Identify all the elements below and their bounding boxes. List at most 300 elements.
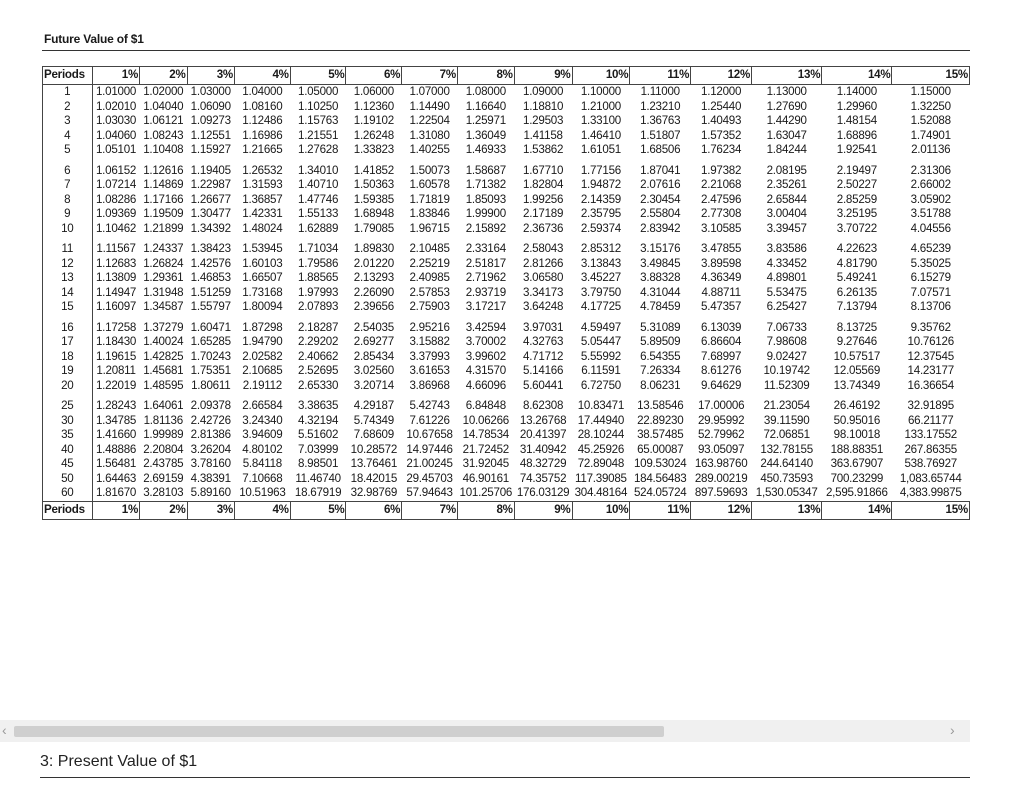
value-cell: 1.26824 xyxy=(143,256,184,270)
value-cell: 1.63047 xyxy=(766,128,807,142)
value-cell: 1.17166 xyxy=(143,192,184,206)
value-cell: 2.59374 xyxy=(580,221,621,235)
table-row xyxy=(43,158,970,179)
value-cell: 1.99989 xyxy=(143,428,184,441)
table-body xyxy=(43,85,970,502)
value-cell: 1.87298 xyxy=(242,320,283,334)
period-cell: 9 xyxy=(43,207,93,222)
value-cell: 14.23177 xyxy=(907,364,954,377)
value-cell: 1.80094 xyxy=(242,300,283,313)
bottom-rate-header: 5% xyxy=(290,501,346,519)
value-cell: 10.51963 xyxy=(239,486,286,499)
value-cell: 2.93719 xyxy=(465,285,506,299)
value-cell: 1.42576 xyxy=(190,256,231,270)
value-cell: 1.20811 xyxy=(96,364,136,377)
value-cell: 1.34785 xyxy=(95,413,137,427)
value-cell: 18.67919 xyxy=(294,486,342,499)
value-cell: 2.58043 xyxy=(523,242,564,255)
value-cell: 3.05902 xyxy=(910,192,951,206)
value-cell: 1.73168 xyxy=(242,285,283,299)
value-cell: 1.06152 xyxy=(95,163,137,177)
value-cell: 3.20714 xyxy=(353,378,394,392)
value-cell: 11.46740 xyxy=(295,471,341,485)
value-cell: 1.81670 xyxy=(95,486,137,499)
value-cell: 2.15892 xyxy=(465,221,506,235)
value-cell: 1.13809 xyxy=(95,271,137,284)
value-cell: 10.19742 xyxy=(763,364,810,377)
value-cell: 1.21665 xyxy=(242,143,283,156)
value-cell: 1.14869 xyxy=(143,178,184,191)
top-rate-header: 4% xyxy=(235,67,291,85)
value-cell: 1.29503 xyxy=(523,114,564,127)
value-cell: 1.46933 xyxy=(465,143,506,156)
value-cell: 5.60441 xyxy=(523,378,564,392)
table-row xyxy=(43,236,970,257)
value-cell: 74.35752 xyxy=(519,471,567,485)
top-rate-header: 6% xyxy=(346,67,402,85)
value-cell: 4.33452 xyxy=(766,256,807,270)
table-row xyxy=(43,271,970,286)
value-cell: 1.18810 xyxy=(523,99,564,113)
value-cell: 2.75903 xyxy=(409,300,450,313)
value-cell: 1.61051 xyxy=(580,143,621,156)
value-cell: 66.21177 xyxy=(907,413,954,427)
value-cell: 8.61276 xyxy=(701,364,742,377)
value-cell: 3.15176 xyxy=(640,242,681,255)
value-cell: 1.46410 xyxy=(580,128,621,142)
bottom-rate-header: 1% xyxy=(92,501,139,519)
period-cell: 45 xyxy=(43,457,93,472)
value-cell: 5.42743 xyxy=(409,399,450,412)
bottom-rate-header: 2% xyxy=(140,501,187,519)
value-cell: 524.05724 xyxy=(633,486,687,499)
value-cell: 2.50227 xyxy=(836,178,877,191)
value-cell: 1.71819 xyxy=(409,192,450,206)
value-cell: 244.64140 xyxy=(760,457,813,470)
value-cell: 1.74901 xyxy=(910,128,951,142)
value-cell: 57.94643 xyxy=(406,486,453,499)
value-cell: 1.45681 xyxy=(143,364,184,377)
period-cell: 5 xyxy=(43,143,93,158)
value-cell: 1.18430 xyxy=(95,335,137,348)
value-cell: 1.22987 xyxy=(190,178,231,191)
value-cell: 32.98769 xyxy=(350,486,398,499)
value-cell: 1.34587 xyxy=(143,300,184,313)
table-row xyxy=(43,364,970,379)
top-rate-header: 1% xyxy=(92,67,139,85)
value-cell: 7.98608 xyxy=(766,335,807,348)
value-cell: 1.85093 xyxy=(465,192,506,206)
value-cell: 2.85259 xyxy=(836,192,877,206)
value-cell: 1.99900 xyxy=(465,207,506,220)
value-cell: 2.07616 xyxy=(640,178,681,191)
value-cell: 52.79962 xyxy=(697,428,745,441)
scrollbar-thumb[interactable] xyxy=(14,726,664,737)
value-cell: 1.57352 xyxy=(701,128,742,142)
value-cell: 1.62889 xyxy=(298,221,339,235)
value-cell: 1.14947 xyxy=(95,285,137,299)
value-cell: 21.23054 xyxy=(763,399,810,412)
value-cell: 1.96715 xyxy=(409,221,450,235)
value-cell: 1.14490 xyxy=(409,99,450,113)
value-cell: 2.10485 xyxy=(409,242,450,255)
value-cell: 1.70243 xyxy=(190,349,231,363)
value-cell: 1.80611 xyxy=(191,378,231,392)
value-cell: 8.13706 xyxy=(910,300,951,313)
value-cell: 65.00087 xyxy=(637,442,684,456)
value-cell: 45.25926 xyxy=(577,442,625,456)
value-cell: 2.51817 xyxy=(465,256,506,270)
value-cell: 363.67907 xyxy=(830,457,884,470)
value-cell: 1.07214 xyxy=(95,178,137,191)
value-cell: 4.22623 xyxy=(836,242,877,255)
value-cell: 1.50073 xyxy=(409,163,450,177)
value-cell: 46.90161 xyxy=(462,471,509,485)
value-cell: 109.53024 xyxy=(633,457,687,470)
value-cell: 2.36736 xyxy=(523,221,564,235)
value-cell: 38.57485 xyxy=(637,428,684,441)
value-cell: 2.26090 xyxy=(353,285,394,299)
value-cell: 163.98760 xyxy=(694,457,748,470)
period-cell: 35 xyxy=(43,428,93,443)
value-cell: 2.85312 xyxy=(580,242,621,255)
period-cell: 13 xyxy=(43,271,93,286)
value-cell: 1.16986 xyxy=(242,128,283,142)
period-cell: 17 xyxy=(43,335,93,350)
value-cell: 1.31948 xyxy=(143,285,184,299)
value-cell: 1.09369 xyxy=(95,207,137,220)
value-cell: 11.52309 xyxy=(763,378,810,392)
value-cell: 7.61226 xyxy=(409,413,450,427)
value-cell: 450.73593 xyxy=(760,471,813,485)
value-cell: 2.35795 xyxy=(580,207,621,220)
value-cell: 1.81136 xyxy=(143,413,183,427)
value-cell: 1.58687 xyxy=(465,163,506,177)
value-cell: 1.21000 xyxy=(580,99,621,113)
bottom-rate-header: 12% xyxy=(691,501,752,519)
value-cell: 2.18287 xyxy=(298,320,339,334)
value-cell: 13.74349 xyxy=(833,378,881,392)
value-cell: 2.95216 xyxy=(409,320,450,334)
value-cell: 2.65844 xyxy=(766,192,807,206)
value-cell: 12.05569 xyxy=(833,364,881,377)
value-cell: 176.03129 xyxy=(516,486,570,499)
value-cell: 3.61653 xyxy=(409,364,450,377)
value-cell: 5.51602 xyxy=(298,428,339,441)
value-cell: 98.10018 xyxy=(833,428,881,441)
value-cell: 10.67658 xyxy=(406,428,453,441)
value-cell: 1.97382 xyxy=(701,163,742,177)
value-cell: 101.25706 xyxy=(459,486,513,499)
table-row xyxy=(43,335,970,350)
value-cell: 2,595.91866 xyxy=(825,486,888,499)
value-cell: 1.36049 xyxy=(465,128,506,142)
value-cell: 1.56481 xyxy=(95,457,137,470)
value-cell: 3.51788 xyxy=(910,207,951,220)
scroll-right-arrow-icon[interactable]: › xyxy=(950,722,955,738)
value-cell: 1.12360 xyxy=(353,99,394,113)
top-periods-header: Periods xyxy=(43,67,93,85)
value-cell: 1.15927 xyxy=(190,143,231,156)
value-cell: 1.27690 xyxy=(766,99,807,113)
period-cell: 1 xyxy=(43,85,93,100)
value-cell: 1.71382 xyxy=(465,178,506,191)
value-cell: 117.39085 xyxy=(575,471,627,485)
value-cell: 2.57853 xyxy=(409,285,450,299)
value-cell: 9.02427 xyxy=(766,349,807,363)
value-cell: 3.38635 xyxy=(298,399,339,412)
value-cell: 1.29361 xyxy=(143,271,184,284)
value-cell: 2.07893 xyxy=(298,300,339,313)
value-cell: 1.68896 xyxy=(836,128,877,142)
value-cell: 14.78534 xyxy=(462,428,509,441)
value-cell: 2.81386 xyxy=(190,428,231,441)
value-cell: 4.80102 xyxy=(242,442,283,456)
value-cell: 1.04000 xyxy=(242,85,283,98)
value-cell: 29.45703 xyxy=(406,471,453,485)
top-rate-header: 9% xyxy=(514,67,572,85)
value-cell: 4.04556 xyxy=(910,221,951,235)
value-cell: 32.91895 xyxy=(907,399,954,412)
value-cell: 1.79085 xyxy=(353,221,394,235)
value-cell: 4.29187 xyxy=(353,399,394,412)
value-cell: 1.10462 xyxy=(95,221,137,235)
value-cell: 1.05000 xyxy=(298,85,339,98)
value-cell: 1.40024 xyxy=(143,335,184,348)
value-cell: 1.87041 xyxy=(640,163,681,177)
value-cell: 1.07000 xyxy=(409,85,450,98)
value-cell: 4.89801 xyxy=(766,271,807,284)
value-cell: 1.04040 xyxy=(143,99,184,113)
value-cell: 10.83471 xyxy=(577,399,625,412)
value-cell: 2.55804 xyxy=(640,207,681,220)
value-cell: 2.20804 xyxy=(143,442,184,456)
value-cell: 4.81790 xyxy=(836,256,877,270)
table-row xyxy=(43,193,970,208)
top-rate-header: 15% xyxy=(892,67,970,85)
value-cell: 1.15763 xyxy=(298,114,339,127)
value-cell: 133.17552 xyxy=(904,428,957,441)
value-cell: 4.32194 xyxy=(298,413,339,427)
value-cell: 1.79586 xyxy=(298,256,339,270)
value-cell: 1.42825 xyxy=(143,349,184,363)
period-cell: 25 xyxy=(43,393,93,414)
value-cell: 1.41158 xyxy=(523,128,563,142)
period-cell: 4 xyxy=(43,129,93,144)
value-cell: 1.19102 xyxy=(353,114,394,127)
value-cell: 8.62308 xyxy=(523,399,564,412)
value-cell: 2.01220 xyxy=(353,256,394,270)
top-rate-header: 10% xyxy=(572,67,630,85)
top-rate-header: 3% xyxy=(187,67,234,85)
value-cell: 8.06231 xyxy=(640,378,681,392)
value-cell: 1.42331 xyxy=(242,207,283,220)
value-cell: 20.41397 xyxy=(519,428,567,441)
value-cell: 1.64463 xyxy=(95,471,137,485)
value-cell: 3.39457 xyxy=(766,221,807,235)
value-cell: 1.16097 xyxy=(95,300,137,313)
value-cell: 1.12683 xyxy=(95,256,137,270)
value-cell: 1.26248 xyxy=(353,128,394,142)
value-cell: 1,530.05347 xyxy=(755,486,818,499)
table-row xyxy=(43,114,970,129)
value-cell: 1.33100 xyxy=(580,114,621,127)
value-cell: 5.55992 xyxy=(580,349,621,363)
value-cell: 7.13794 xyxy=(836,300,877,313)
period-cell: 20 xyxy=(43,379,93,394)
value-cell: 31.92045 xyxy=(462,457,509,470)
value-cell: 1.84244 xyxy=(766,143,807,156)
value-cell: 14.97446 xyxy=(406,442,453,456)
value-cell: 3.00404 xyxy=(766,207,807,220)
value-cell: 1.16640 xyxy=(465,99,506,113)
value-cell: 5.84118 xyxy=(242,457,283,470)
value-cell: 1.76234 xyxy=(701,143,742,156)
value-cell: 4.31044 xyxy=(640,285,681,299)
value-cell: 1.75351 xyxy=(190,364,231,377)
value-cell: 13.26768 xyxy=(519,413,567,427)
value-cell: 1.30477 xyxy=(190,207,231,220)
value-cell: 1.48024 xyxy=(242,221,283,235)
table-row xyxy=(43,428,970,443)
value-cell: 7.68609 xyxy=(353,428,394,441)
period-cell: 8 xyxy=(43,193,93,208)
value-cell: 5.05447 xyxy=(580,335,621,348)
value-cell: 16.36654 xyxy=(907,378,954,392)
table-row xyxy=(43,379,970,394)
value-cell: 1.82804 xyxy=(523,178,564,191)
value-cell: 897.59693 xyxy=(694,486,748,499)
value-cell: 3.88328 xyxy=(640,271,681,284)
value-cell: 5.14166 xyxy=(523,364,564,377)
top-rate-header: 8% xyxy=(457,67,514,85)
value-cell: 700.23299 xyxy=(830,471,884,485)
value-cell: 1.32250 xyxy=(910,99,951,113)
value-cell: 2.42726 xyxy=(190,413,231,427)
bottom-rate-header: 9% xyxy=(514,501,572,519)
value-cell: 184.56483 xyxy=(633,471,687,485)
value-cell: 4.36349 xyxy=(701,271,742,284)
value-cell: 1.19509 xyxy=(143,207,184,220)
value-cell: 3.97031 xyxy=(523,320,564,334)
value-cell: 4.78459 xyxy=(640,300,681,313)
bottom-rate-header: 4% xyxy=(235,501,291,519)
value-cell: 4.17725 xyxy=(580,300,621,313)
value-cell: 1.05101 xyxy=(95,143,137,156)
bottom-rate-header: 14% xyxy=(822,501,892,519)
value-cell: 3.79750 xyxy=(580,285,621,299)
value-cell: 1.40710 xyxy=(298,178,339,191)
value-cell: 1.48154 xyxy=(836,114,877,127)
table-row xyxy=(43,486,970,501)
value-cell: 5.31089 xyxy=(640,320,681,334)
period-cell: 30 xyxy=(43,414,93,429)
value-cell: 1.52088 xyxy=(910,114,951,127)
value-cell: 1.13000 xyxy=(766,85,807,98)
value-cell: 93.05097 xyxy=(697,442,745,456)
value-cell: 39.11590 xyxy=(763,413,810,427)
table-row xyxy=(43,393,970,414)
value-cell: 10.57517 xyxy=(833,349,881,363)
value-cell: 1.02000 xyxy=(143,85,184,98)
value-cell: 1.68948 xyxy=(353,207,394,220)
value-cell: 3.89598 xyxy=(701,256,742,270)
value-cell: 72.89048 xyxy=(577,457,625,470)
value-cell: 1.94872 xyxy=(580,178,621,191)
value-cell: 2.35261 xyxy=(766,178,807,191)
value-cell: 2.47596 xyxy=(701,192,742,206)
value-cell: 1.14000 xyxy=(836,85,877,98)
value-cell: 289.00219 xyxy=(694,471,748,485)
period-cell: 2 xyxy=(43,100,93,115)
value-cell: 1.38423 xyxy=(190,242,231,255)
value-cell: 1.36763 xyxy=(640,114,681,127)
value-cell: 1.08243 xyxy=(143,128,184,142)
value-cell: 17.44940 xyxy=(577,413,625,427)
value-cell: 1.25971 xyxy=(465,114,506,127)
table-row xyxy=(43,129,970,144)
value-cell: 1.23210 xyxy=(640,99,681,113)
value-cell: 7.06733 xyxy=(766,320,807,334)
table-row xyxy=(43,257,970,272)
value-cell: 2.25219 xyxy=(409,256,450,270)
value-cell: 188.88351 xyxy=(830,442,884,456)
value-cell: 1.89830 xyxy=(353,242,394,255)
value-cell: 1.27628 xyxy=(298,143,339,156)
footer-row xyxy=(43,501,970,519)
value-cell: 2.52695 xyxy=(298,364,339,377)
value-cell: 1.47746 xyxy=(298,192,339,206)
value-cell: 2.19497 xyxy=(836,163,877,177)
value-cell: 1.21899 xyxy=(143,221,184,235)
table-row xyxy=(43,443,970,458)
value-cell: 5.74349 xyxy=(353,413,394,427)
value-cell: 1.11000 xyxy=(640,85,680,98)
value-cell: 1.12486 xyxy=(242,114,283,127)
value-cell: 3.26204 xyxy=(190,442,231,456)
value-cell: 267.86355 xyxy=(904,442,957,456)
bottom-rate-header: 13% xyxy=(752,501,822,519)
value-cell: 1.97993 xyxy=(298,285,339,299)
value-cell: 1.09273 xyxy=(190,114,231,127)
value-cell: 1.88565 xyxy=(298,271,339,284)
value-cell: 3.78160 xyxy=(190,457,231,470)
future-value-table xyxy=(42,66,970,520)
value-cell: 7.26334 xyxy=(640,364,681,377)
bottom-rate-header: 11% xyxy=(630,501,691,519)
value-cell: 2.85434 xyxy=(353,349,394,363)
value-cell: 2.71962 xyxy=(465,271,506,284)
value-cell: 6.25427 xyxy=(766,300,807,313)
value-cell: 1.66507 xyxy=(242,271,283,284)
value-cell: 7.10668 xyxy=(242,471,283,485)
scroll-left-arrow-icon[interactable]: ‹ xyxy=(2,722,7,738)
value-cell: 10.06266 xyxy=(462,413,509,427)
bottom-rate-header: 10% xyxy=(572,501,630,519)
value-cell: 1.40493 xyxy=(701,114,742,127)
period-cell: 11 xyxy=(43,236,93,257)
value-cell: 2.08195 xyxy=(766,163,807,177)
value-cell: 1.01000 xyxy=(95,85,137,98)
value-cell: 18.42015 xyxy=(350,471,398,485)
table-row xyxy=(43,207,970,222)
value-cell: 1.10250 xyxy=(298,99,339,113)
value-cell: 1.19615 xyxy=(95,349,137,363)
value-cell: 3.86968 xyxy=(409,378,450,392)
table-row xyxy=(43,286,970,301)
value-cell: 2.43785 xyxy=(143,457,184,470)
top-rate-header: 14% xyxy=(822,67,892,85)
